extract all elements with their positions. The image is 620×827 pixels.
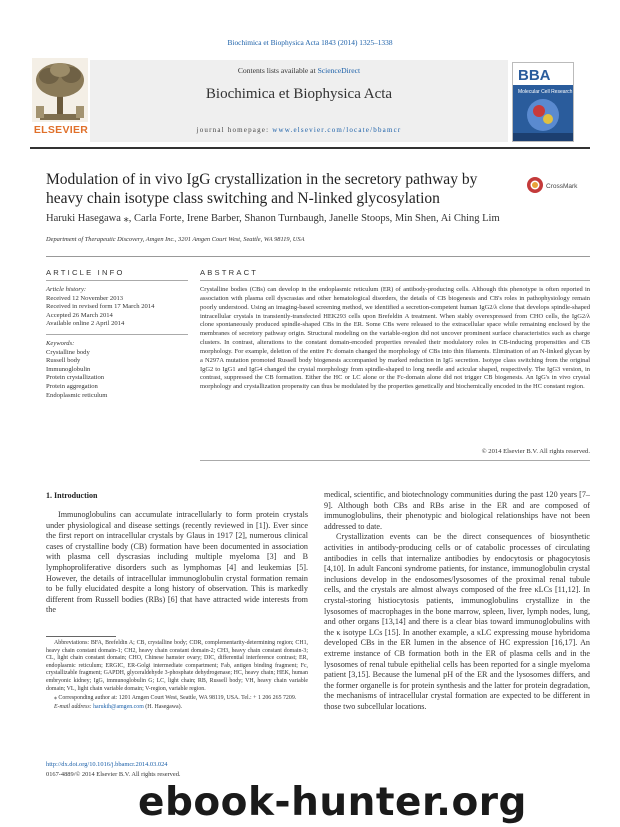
- article-history: [46, 286, 191, 329]
- affiliation: Department of Therapeutic Discovery, Amgen Inc., 3201 Amgen Court West, Seattle, WA 98119, USA: [46, 236, 305, 243]
- section-rule: [46, 256, 590, 257]
- email-footnote: [46, 704, 308, 712]
- intro-left-column: [46, 510, 308, 616]
- keyword-item: Russell body: [46, 357, 81, 365]
- intro-paragraph: Immunoglobulins can accumulate intracellularly to form protein crystals under physiological and disease settings (recently reviewed in [1]). Ever since the first report on intracellular crystals by Glaus in 1917 [2], numerous clinical cases of crystalline body (CB) formation have been documented in association with plasma cell dyscrasias including multiple myeloma [3] and B lymphoproliferative disorders such as lymphomas [4] and leukemias [5]. However, the details of intracellular immunoglobulin crystal formation remain to be fully elucidated despite a long history of observation. This is markedly different from Russell bodies (RBs) [6] that have attracted wide interests from the: [46, 510, 308, 615]
- sciencedirect-link[interactable]: ScienceDirect: [317, 66, 361, 75]
- keywords-label: Keywords:: [46, 340, 75, 347]
- abstract-heading: ABSTRACT: [200, 268, 259, 277]
- intro-right-column: [324, 490, 590, 712]
- journal-cover-thumbnail[interactable]: [512, 62, 574, 142]
- homepage-line: [90, 126, 508, 134]
- history-item: Received 12 November 2013: [46, 294, 124, 302]
- history-item: Received in revised form 17 March 2014: [46, 303, 155, 311]
- elsevier-wordmark: ELSEVIER: [33, 124, 89, 136]
- email-prefix: E-mail address:: [54, 703, 94, 710]
- cover-subtitle: Molecular Cell Research: [518, 89, 573, 95]
- header-rule: [30, 147, 590, 149]
- email-suffix: (H. Hasegawa).: [143, 703, 183, 710]
- history-item: Available online 2 April 2014: [46, 320, 125, 328]
- crossmark-label: CrossMark: [546, 183, 578, 190]
- introduction-heading: 1. Introduction: [46, 491, 98, 500]
- journal-citation-link[interactable]: Biochimica et Biophysica Acta 1843 (2014) 1325–1338: [227, 38, 393, 47]
- keyword-item: Endoplasmic reticulum: [46, 391, 108, 399]
- keyword-item: Protein aggregation: [46, 382, 98, 390]
- article-info-heading: ARTICLE INFO: [46, 268, 125, 277]
- watermark: ebook-hunter.org: [138, 780, 527, 825]
- keyword-item: Crystalline body: [46, 348, 90, 356]
- journal-title: Biochimica et Biophysica Acta: [205, 86, 393, 102]
- abstract-copyright: © 2014 Elsevier B.V. All rights reserved.: [481, 448, 590, 455]
- doi-link[interactable]: http://dx.doi.org/10.1016/j.bbamcr.2014.03.024: [46, 761, 168, 768]
- history-item: Accepted 26 March 2014: [46, 311, 113, 319]
- intro-paragraph: medical, scientific, and biotechnology communities during the past 120 years [7–9]. Although both CBs and RBs arise in the ER and are composed of immunoglobulins, their phenotypic and biological relationships have not been addressed to date.: [324, 490, 590, 531]
- footnote-rule: [46, 636, 116, 637]
- keyword-item: Immunoglobulin: [46, 365, 91, 373]
- author-list: Haruki Hasegawa ⁎, Carla Forte, Irene Barber, Shanon Turnbaugh, Janelle Stoops, Min Shen, Ai Ching Lim: [46, 213, 500, 224]
- cover-title: BBA: [518, 67, 551, 84]
- homepage-link[interactable]: www.elsevier.com/locate/bbamcr: [272, 126, 402, 134]
- keyword-item: Protein crystallization: [46, 374, 105, 382]
- history-label: Article history:: [46, 286, 87, 293]
- corresponding-author-footnote: ⁎ Corresponding author at: 1201 Amgen Court West, Seattle, WA 98119, USA. Tel.: + 1 206 265 7209.: [54, 694, 297, 701]
- keywords: [46, 340, 191, 400]
- abstract-text: Crystalline bodies (CBs) can develop in the endoplasmic reticulum (ER) of antibody-producing cells. Although this phenotype is often reported in association with plasma cell dyscrasias and other hematological disorders, the details of CB biogenesis and CB's roles in pathophysiology remain poorly understood. Using an imaging-based screening method, we identified a secretion-competent human IgG2/λ clone that develops spindle-shaped intracellular crystals in transiently-transfected HEK293 cells upon Brefeldin A treatment. When stably overexpressed from CHO cells, the IgG2/λ clone spontaneously produced spindle-shaped CBs in the ER. Some CBs were released to the extracellular space while remaining enclosed by the membranes of secretory pathway origin. Structural modeling on the variable-region did not uncover prominent surface characteristics such as charge clusters. In contrast, alterations to the constant domain-encoded properties revealed their modulatory roles in CB-inducing propensities and CB morphology. For example, deletion of the entire Fc domain changed the morphology of CBs into thin filaments. Elimination of an N-linked glycan by a N297A mutation promoted Russell body biogenesis accompanied by marked reduction in IgG secretion. Isotype class switching from the original IgG2 to IgG1 and IgG4 changed the crystal morphology from spindle-shaped to long needle and acicular shaped, respectively. The IgG3 version, in contrast, suppressed the CB formation. Either the HC or LC alone or the Fc-domain alone did not trigger CB biogenesis. An IgG's in vivo crystal morphology and crystallization propensity can thus be modulated by the properties genetically and biochemically encoded in the HC constant region.: [200, 286, 590, 391]
- crossmark-badge[interactable]: [526, 176, 590, 194]
- article-info-rule: [46, 280, 188, 281]
- article-title: Modulation of in vivo IgG crystallization in the secretory pathway by heavy chain isotype class switching and N-linked glycosylation: [46, 171, 478, 207]
- contents-line: [90, 66, 508, 75]
- intro-paragraph: Crystallization events can be the direct consequences of biosynthetic activities in antibody-producing cells or of catabolic processes of circulating antibodies in cells that internalize antibodies by endocytosis or phagocytosis [4,10]. In adult Fanconi syndrome patients, for instance, immunoglobulin crystal inclusions develop in the endosomes/lysosomes of the proximal renal tubule cells, and the crystals are almost always composed of the free κLCs [11,12]. In crystal-storing histiocytosis patients, immunoglobulins crystallize in the lysosomes of macrophages in the bone marrow, spleen, liver, lymph nodes, lung, and other organs [13,14] and there is a clear bias toward immunoglobulins with the κ isotype LCs [15]. In another example, a κLC expressing mouse hybridoma developed CBs in the ER lumen in the absence of HC expression [16,17]. An extreme instance of CB formation both in the ER of plasma cells and in the lysosomes of renal tubule epithelial cells has been reported for a single myeloma patient [3,15]. Because the lumenal pH of the ER and the lysosomes differs, and the former organelle is for protein synthesis and the latter for protein degradation, the mechanisms of intracellular crystal formation are expected to be different in those two subcellular locations.: [324, 532, 590, 711]
- abstract-bottom-rule: [200, 460, 590, 461]
- email-link[interactable]: harukih@amgen.com: [93, 703, 144, 710]
- homepage-prefix: journal homepage:: [196, 126, 273, 134]
- abbreviations-footnote: Abbreviations: BFA, Brefeldin A; CB, crystalline body; CDR, complementarity-determining region; CH1, heavy chain constant domain-1; CH2, heavy chain constant domain-2; CH3, heavy chain constant domain-3; CL, light chain constant domain; CHO, Chinese hamster ovary; DIC, differential interference contrast; ER, endoplasmic reticulum; ERGIC, ER-Golgi intermediate compartment; Fab, antigen binding fragment; Fc, crystallizable fragment; GAPDH, glyceraldehyde 3-phosphate dehydrogenase; HC, heavy chain; HEK, human embryonic kidney; IgG, immunoglobulin G; LC, light chain; RB, Russell body; VH, heavy chain variable domain; VL, light chain variable domain; V-region, variable region.: [46, 640, 308, 692]
- issn-line: 0167-4889/© 2014 Elsevier B.V. All rights reserved.: [46, 771, 181, 778]
- contents-prefix: Contents lists available at: [237, 66, 318, 75]
- abstract-rule: [200, 280, 590, 281]
- footnotes: [46, 640, 308, 713]
- keywords-rule: [46, 334, 188, 335]
